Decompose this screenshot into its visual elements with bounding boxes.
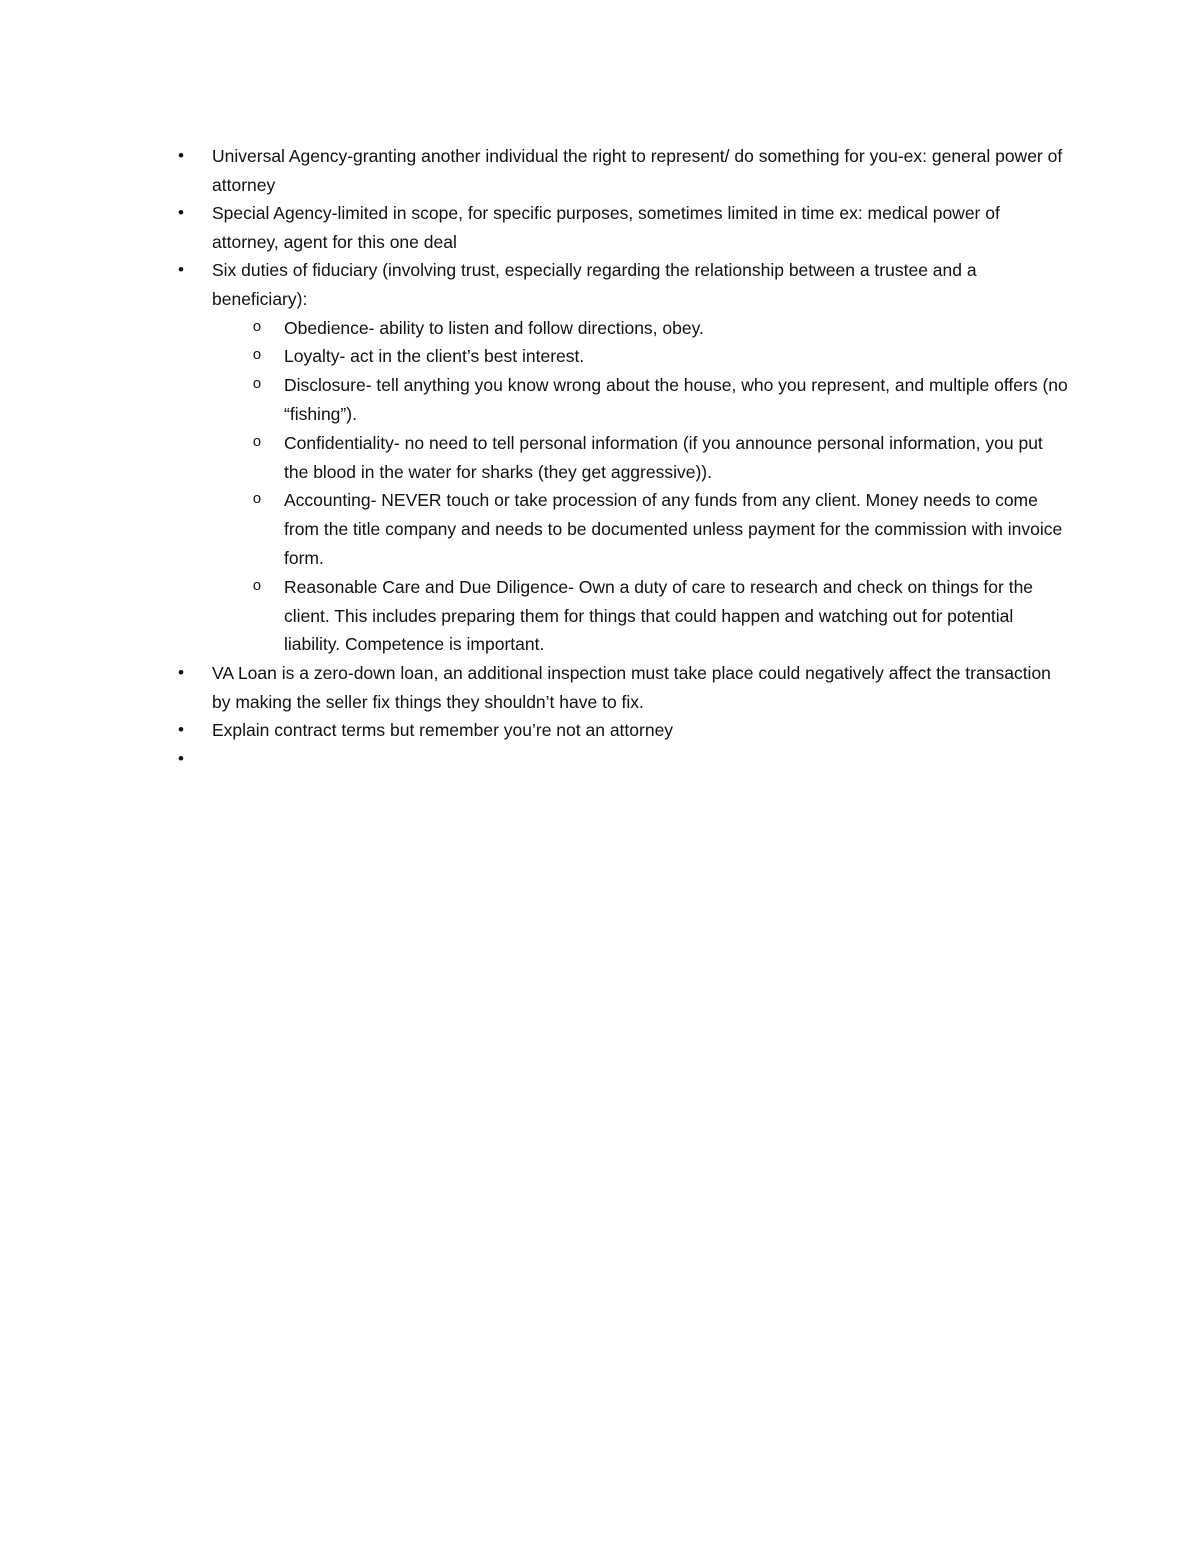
list-item-text: VA Loan is a zero-down loan, an additional inspection must take place could negatively affect the transaction by making the seller fix things they shouldn’t have to fix. xyxy=(212,663,1051,712)
sub-list-item xyxy=(242,371,1070,429)
list-item xyxy=(170,716,1070,745)
sub-list-item xyxy=(242,429,1070,487)
sub-bullet-icon: o xyxy=(252,577,262,595)
bullet-icon: • xyxy=(178,146,184,165)
sub-bullet-icon: o xyxy=(252,318,262,336)
list-item-text: Special Agency-limited in scope, for specific purposes, sometimes limited in time ex: medical power of attorney, agent for this one deal xyxy=(212,203,1000,252)
list-item-text: Universal Agency-granting another individual the right to represent/ do something for you-ex: general power of attorney xyxy=(212,146,1063,195)
sub-bullet-icon: o xyxy=(252,433,262,451)
list-item-text: Explain contract terms but remember you’re not an attorney xyxy=(212,720,674,741)
document-body xyxy=(170,142,1070,774)
sub-list-item xyxy=(242,342,1070,371)
sub-bullet-icon: o xyxy=(252,347,262,365)
sub-list-item-text: Obedience- ability to listen and follow directions, obey. xyxy=(284,317,704,338)
bullet-icon: • xyxy=(178,203,184,223)
sub-list-item xyxy=(242,573,1070,659)
list-item xyxy=(170,142,1070,199)
list-item xyxy=(170,256,1070,659)
bullet-list xyxy=(170,142,1070,774)
bullet-icon: • xyxy=(178,720,184,740)
sub-bullet-icon: o xyxy=(252,376,262,394)
list-item-text xyxy=(212,749,217,769)
sub-list-item-text: Accounting- NEVER touch or take procession of any funds from any client. Money needs to come from the title company and needs to be documented unless payment for the commission with invoice form. xyxy=(284,490,1063,568)
list-item-text: Six duties of fiduciary (involving trust, especially regarding the relationship between a trustee and a beneficiary): xyxy=(212,260,977,309)
list-item xyxy=(170,745,1070,774)
bullet-icon: • xyxy=(178,748,184,768)
sub-list-item-text: Confidentiality- no need to tell personal information (if you announce personal information, you put the blood in the water for sharks (they get aggressive)). xyxy=(284,432,1043,482)
sub-list-item xyxy=(242,314,1070,343)
list-item xyxy=(170,199,1070,256)
list-item xyxy=(170,659,1070,716)
sub-list-item-text: Loyalty- act in the client’s best interest. xyxy=(284,346,585,367)
bullet-icon: • xyxy=(178,260,184,280)
sub-bullet-icon: o xyxy=(252,491,262,509)
sub-list-item-text: Disclosure- tell anything you know wrong about the house, who you represent, and multiple offers (no “fishing”). xyxy=(284,375,1068,424)
sub-list-item-text: Reasonable Care and Due Diligence- Own a duty of care to research and check on things for the client. This includes preparing them for things that could happen and watching out for potential liability. Competence is important. xyxy=(284,576,1034,655)
sub-bullet-list xyxy=(242,314,1070,660)
sub-list-item xyxy=(242,486,1070,572)
bullet-icon: • xyxy=(178,663,184,683)
